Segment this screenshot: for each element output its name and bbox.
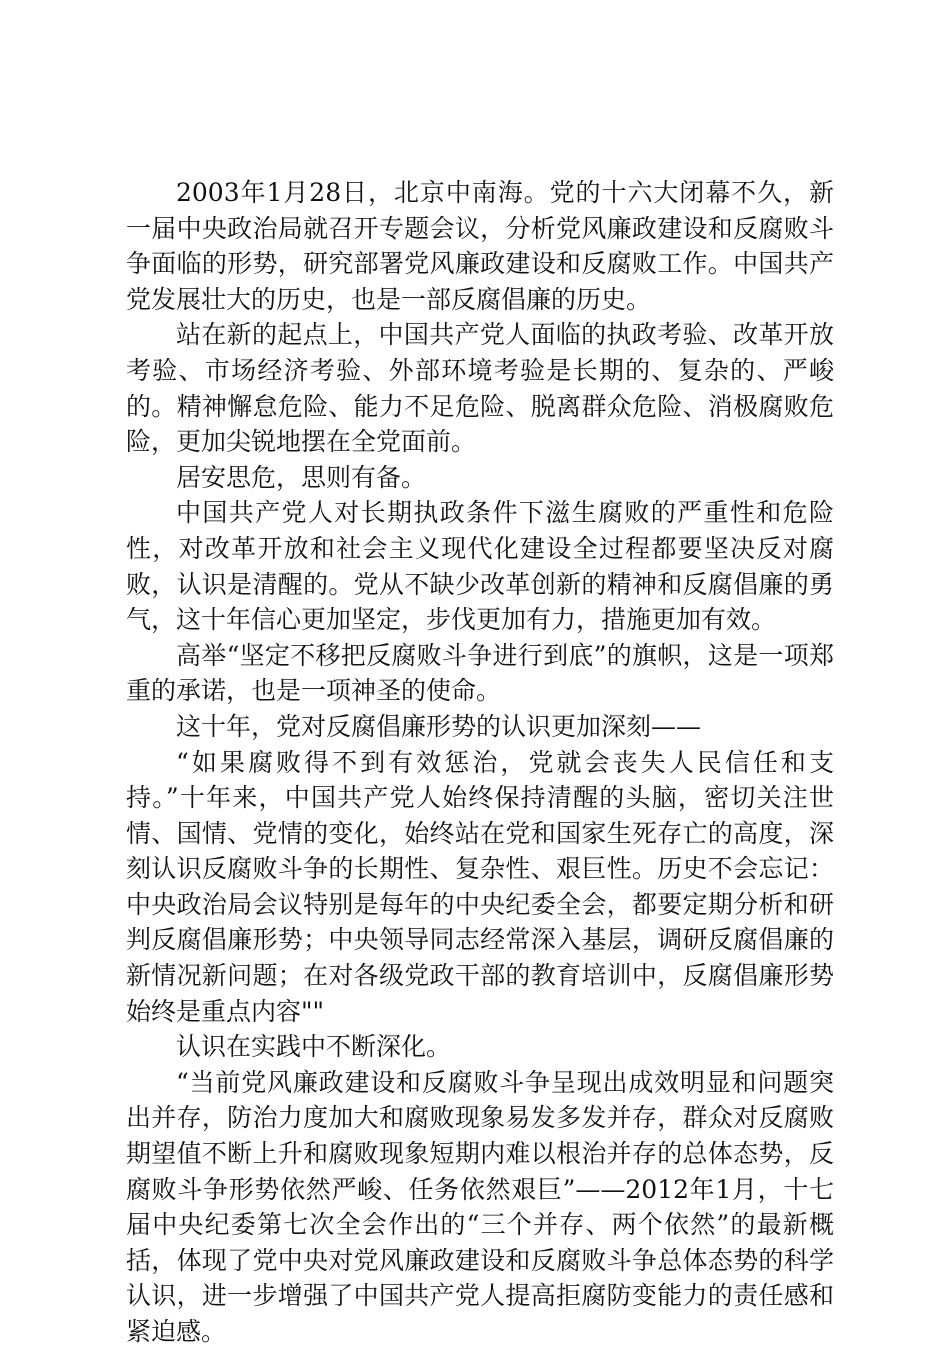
paragraph-8: 认识在实践中不断深化。	[176, 1032, 452, 1062]
paragraph-5: 高举“坚定不移把反腐败斗争进行到底”的旗帜，这是一项郑重的承诺，也是一项神圣的使命。	[126, 640, 834, 706]
paragraph-4: 中国共产党人对长期执政条件下滋生腐败的严重性和危险性，对改革开放和社会主义现代化建设全过程都要坚决反对腐败，认识是清醒的。党从不缺少改革创新的精神和反腐倡廉的勇气，这十年信心更加坚定，步伐更加有力，措施更加有效。	[126, 498, 834, 635]
paragraph-7: “如果腐败得不到有效惩治，党就会丧失人民信任和支持。”十年来，中国共产党人始终保持清醒的头脑，密切关注世情、国情、党情的变化，始终站在党和国家生死存亡的高度，深刻认识反腐败斗争的长期性、复杂性、艰巨性。历史不会忘记：中央政治局会议特别是每年的中央纪委全会，都要定期分析和研判反腐倡廉形势；中央领导同志经常深入基层，调研反腐倡廉的新情况新问题；在对各级党政干部的教育培训中，反腐倡廉形势始终是重点内容""	[126, 747, 834, 1026]
paragraph-6: 这十年，党对反腐倡廉形势的认识更加深刻——	[176, 711, 702, 741]
paragraph-9: “当前党风廉政建设和反腐败斗争呈现出成效明显和问题突出并存，防治力度加大和腐败现象易发多发并存，群众对反腐败期望值不断上升和腐败现象短期内难以根治并存的总体态势，反腐败斗争形势依然严峻、任务依然艰巨”——2012年1月，十七届中央纪委第七次全会作出的“三个并存、两个依然”的最新概括，体现了党中央对党风廉政建设和反腐败斗争总体态势的科学认识，进一步增强了中国共产党人提高拒腐防变能力的责任感和紧迫感。	[126, 1067, 834, 1346]
paragraph-1: 2003年1月28日，北京中南海。党的十六大闭幕不久，新一届中央政治局就召开专题会议，分析党风廉政建设和反腐败斗争面临的形势，研究部署党风廉政建设和反腐败工作。中国共产党发展壮大的历史，也是一部反腐倡廉的历史。	[126, 178, 834, 314]
paragraph-3: 居安思危，思则有备。	[176, 462, 427, 492]
paragraph-2: 站在新的起点上，中国共产党人面临的执政考验、改革开放考验、市场经济考验、外部环境考验是长期的、复杂的、严峻的。精神懈怠危险、能力不足危险、脱离群众危险、消极腐败危险，更加尖锐地摆在全党面前。	[126, 320, 834, 457]
document-body	[126, 175, 834, 1350]
